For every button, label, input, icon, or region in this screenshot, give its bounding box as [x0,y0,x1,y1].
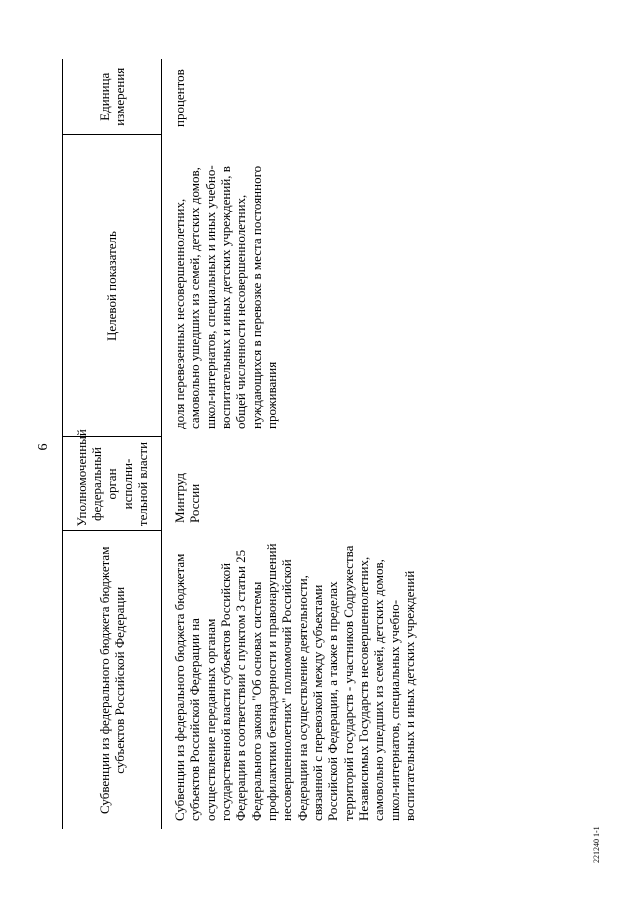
authority-text: Минтруд России [172,473,203,523]
table-row [162,59,422,829]
subventions-table [62,59,421,829]
cell-indicator [162,135,422,437]
unit-text: процентов [172,69,187,127]
document-code: 221240 1-1 [592,826,601,863]
page-number: 6 [36,443,51,451]
cell-authority [162,437,422,531]
header-authority: Уполномоченный федеральный орган исполни-тельной власти [63,437,162,531]
indicator-text: доля перевезенных несовершеннолетних, самовольно ушедших из семей, детских домов, школ-интернатов, специальных и иных учебно-воспитательных и иных детских учреждений, в общей численности несовершеннолетних, нуждающихся в перевозке в места постоянного проживания [172,165,279,429]
header-subventions: Субвенции из федерального бюджета бюджетам субъектов Российской Федерации [63,531,162,829]
subvention-text: Субвенции из федерального бюджета бюджетам субъектов Российской Федерации на осуществление переданных органам государственной власти субъектов Российской Федерации в соответствии с пунктом 3 статьи 25 Федерального закона "Об основах системы профилактики безнадзорности и правонарушений несовершеннолетних" полномочий Российской Федерации на осуществление деятельности, связанной с перевозкой между субъектами Российской Федерации, а также в пределах территорий государств - участников Содружества Независимых Государств несовершеннолетних, самовольно ушедших из семей, детских домов, школ-интернатов, специальных учебно-воспитательных и иных детских учреждений [172,543,417,821]
table-header-row [63,59,162,829]
cell-unit [162,59,422,135]
header-unit: Единица измерения [63,59,162,135]
header-target-indicator: Целевой показатель [63,135,162,437]
cell-subvention [162,531,422,829]
